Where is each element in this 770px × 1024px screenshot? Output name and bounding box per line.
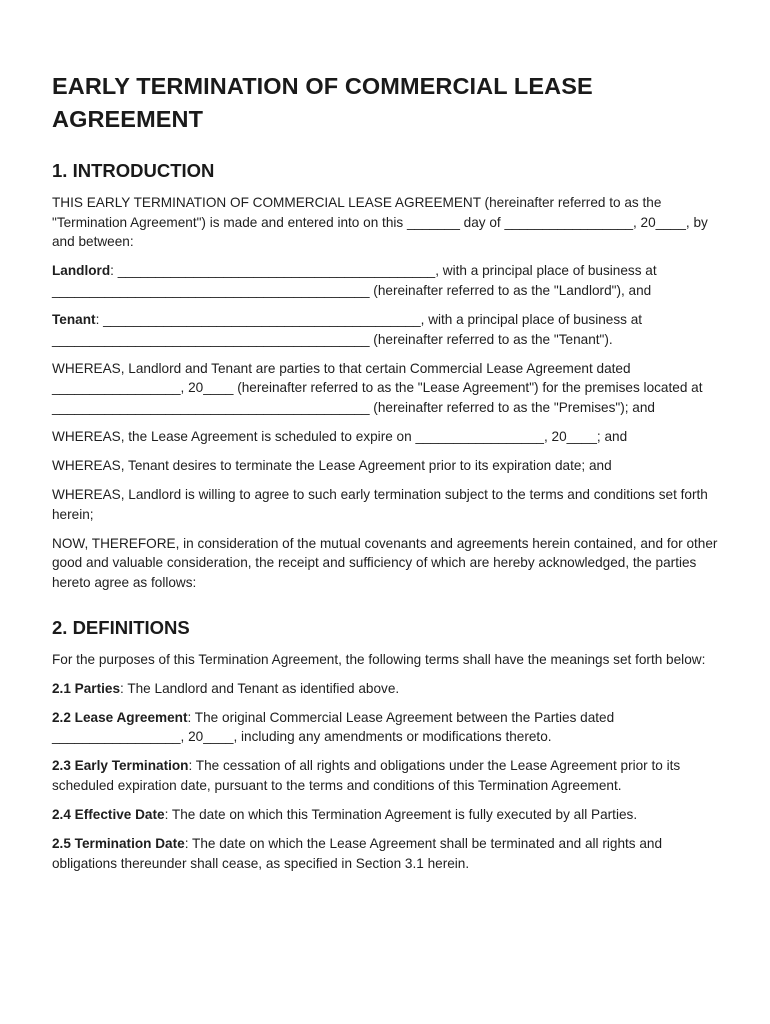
section-heading: 2. DEFINITIONS [52,616,190,638]
tenant-paragraph: Tenant: __________________________________________, with a principal place of business at __________________________________________ (hereinafter referred to as the "Tenant"). [52,311,643,347]
definition-item: 2.5 Termination Date: The date on which the Lease Agreement shall be terminated and all rights and obligations thereunder shall cease, as specified in Section 3.1 herein. [52,836,663,871]
definition-term: 2.3 Early Termination [52,758,189,774]
definition-term: 2.2 Lease Agreement [52,709,188,725]
document-title: EARLY TERMINATION OF COMMERCIAL LEASE AGREEMENT [52,73,593,132]
definition-item: 2.1 Parties: The Landlord and Tenant as identified above. [52,680,400,696]
landlord-label: Landlord [52,263,111,279]
landlord-paragraph: Landlord: __________________________________________, with a principal place of business at __________________________________________ (hereinafter referred to as the "Landlord"), and [52,263,657,298]
definition-term: 2.4 Effective Date [52,807,165,823]
whereas-paragraph: WHEREAS, Landlord and Tenant are parties to that certain Commercial Lease Agreement dated _________________, 20____ (hereinafter referred to as the "Lease Agreement") for the premises located at __________________________________________ (hereinafter referred to as the "Premises"); and [52,360,703,415]
now-therefore-paragraph: NOW, THEREFORE, in consideration of the mutual covenants and agreements herein contained, and for other good and valuable consideration, the receipt and sufficiency of which are hereby acknowledged, the parties hereto agree as follows: [52,535,718,590]
definition-term: 2.5 Termination Date [52,836,185,852]
definition-item: 2.3 Early Termination: The cessation of all rights and obligations under the Lease Agreement prior to its scheduled expiration date, pursuant to the terms and conditions of this Termination Agreement. [52,758,681,794]
section-definitions [52,616,718,874]
definition-item: 2.4 Effective Date: The date on which this Termination Agreement is fully executed by all Parties. [52,807,638,823]
whereas-paragraph: WHEREAS, Tenant desires to terminate the Lease Agreement prior to its expiration date; and [52,458,612,474]
tenant-label: Tenant [52,311,96,327]
definition-item: 2.2 Lease Agreement: The original Commercial Lease Agreement between the Parties dated _________________, 20____, including any amendments or modifications thereto. [52,709,615,745]
definitions-intro: For the purposes of this Termination Agreement, the following terms shall have the meanings set forth below: [52,651,706,667]
definition-term: 2.1 Parties [52,680,121,696]
whereas-paragraph: WHEREAS, Landlord is willing to agree to such early termination subject to the terms and conditions set forth herein; [52,487,708,522]
section-heading: 1. INTRODUCTION [52,160,215,181]
section-introduction [52,159,718,593]
intro-paragraph: THIS EARLY TERMINATION OF COMMERCIAL LEASE AGREEMENT (hereinafter referred to as the "Termination Agreement") is made and entered into on this _______ day of _________________, 20____, by and between: [52,195,708,250]
whereas-paragraph: WHEREAS, the Lease Agreement is scheduled to expire on _________________, 20____; and [52,428,628,444]
